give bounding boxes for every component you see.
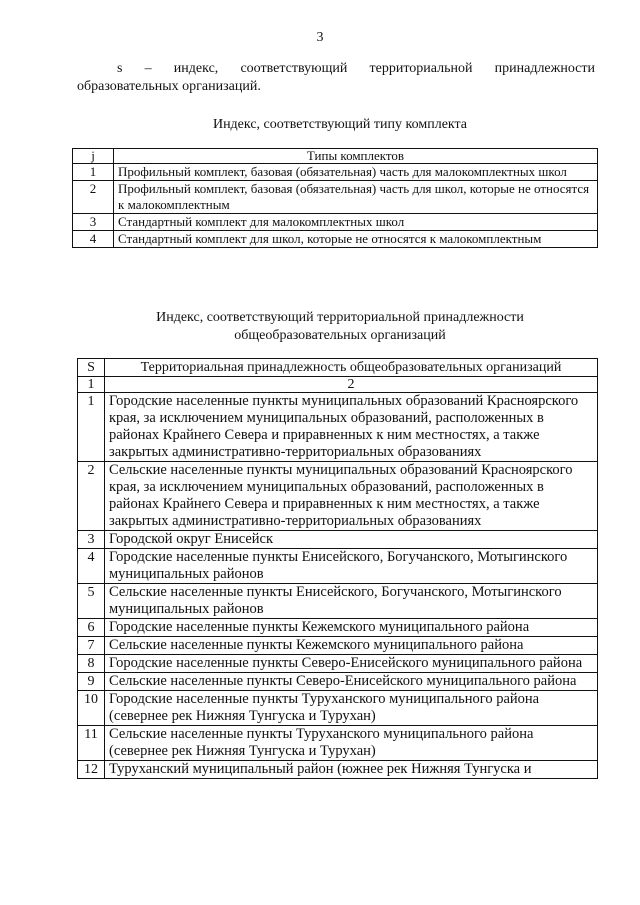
- row-index: 3: [78, 531, 105, 549]
- row-text: Сельские населенные пункты Кежемского муниципального района: [105, 637, 598, 655]
- table-header-row: [78, 359, 598, 377]
- column-header: j: [73, 149, 114, 164]
- intro-paragraph: [77, 60, 595, 96]
- row-text: Сельские населенные пункты Туруханского муниципального района (севернее рек Нижняя Тунгуска и Турухан): [105, 726, 598, 761]
- row-text: Городской округ Енисейск: [105, 531, 598, 549]
- row-text: Сельские населенные пункты Енисейского, Богучанского, Мотыгинского муниципальных районов: [105, 584, 598, 619]
- row-index: 6: [78, 619, 105, 637]
- table-s-caption: [60, 309, 620, 345]
- row-index: 8: [78, 655, 105, 673]
- row-text: Сельские населенные пункты муниципальных образований Красноярского края, за исключением муниципальных образований, расположенных в районах Крайнего Севера и приравненных к ним местностях, а также закрытых административно-территориальных образованиях: [105, 462, 598, 531]
- table-header-row: [73, 149, 598, 164]
- intro-line-2: образовательных организаций.: [77, 79, 261, 94]
- row-text: Туруханский муниципальный район (южнее рек Нижняя Тунгуска и: [105, 761, 598, 779]
- row-index: 5: [78, 584, 105, 619]
- row-index: 3: [73, 214, 114, 231]
- row-text: Городские населенные пункты Туруханского муниципального района (севернее рек Нижняя Тунгуска и Турухан): [105, 691, 598, 726]
- row-text: Стандартный комплект для школ, которые не относятся к малокомплектным: [114, 231, 598, 248]
- table-row: [73, 164, 598, 181]
- column-number: 1: [78, 377, 105, 393]
- column-header: Территориальная принадлежность общеобразовательных организаций: [105, 359, 598, 377]
- table-row: [73, 181, 598, 214]
- row-text: Городские населенные пункты Кежемского муниципального района: [105, 619, 598, 637]
- table-s-caption-line-2: общеобразовательных организаций: [234, 328, 446, 343]
- table-row: [78, 761, 598, 779]
- table-row: [78, 462, 598, 531]
- row-text: Городские населенные пункты Енисейского, Богучанского, Мотыгинского муниципальных районов: [105, 549, 598, 584]
- row-text: Стандартный комплект для малокомплектных школ: [114, 214, 598, 231]
- row-text: Городские населенные пункты муниципальных образований Красноярского края, за исключением муниципальных образований, расположенных в районах Крайнего Севера и приравненных к ним местностях, а также закрытых административно-территориальных образованиях: [105, 393, 598, 462]
- table-row: [78, 655, 598, 673]
- table-row: [78, 584, 598, 619]
- column-header: S: [78, 359, 105, 377]
- table-s: [77, 358, 598, 779]
- row-index: 1: [73, 164, 114, 181]
- row-index: 9: [78, 673, 105, 691]
- row-text: Профильный комплект, базовая (обязательная) часть для малокомплектных школ: [114, 164, 598, 181]
- column-number: 2: [105, 377, 598, 393]
- row-index: 7: [78, 637, 105, 655]
- table-s-caption-line-1: Индекс, соответствующий территориальной принадлежности: [156, 310, 524, 325]
- column-header: Типы комплектов: [114, 149, 598, 164]
- row-index: 10: [78, 691, 105, 726]
- table-row: [78, 637, 598, 655]
- row-index: 12: [78, 761, 105, 779]
- table-row: [78, 393, 598, 462]
- table-row: [78, 549, 598, 584]
- row-index: 1: [78, 393, 105, 462]
- row-text: Сельские населенные пункты Северо-Енисейского муниципального района: [105, 673, 598, 691]
- table-j-caption: Индекс, соответствующий типу комплекта: [212, 117, 468, 132]
- row-index: 2: [73, 181, 114, 214]
- row-text: Городские населенные пункты Северо-Енисейского муниципального района: [105, 655, 598, 673]
- row-index: 4: [78, 549, 105, 584]
- table-row: [78, 691, 598, 726]
- table-row: [73, 231, 598, 248]
- table-row: [78, 531, 598, 549]
- page-number: 3: [316, 30, 324, 45]
- row-index: 4: [73, 231, 114, 248]
- row-index: 11: [78, 726, 105, 761]
- intro-line-1: s – индекс, соответствующий территориальной принадлежности: [117, 61, 595, 76]
- row-text: Профильный комплект, базовая (обязательная) часть для школ, которые не относятся к малокомплектным: [114, 181, 598, 214]
- table-row: [78, 726, 598, 761]
- table-row: [78, 619, 598, 637]
- row-index: 2: [78, 462, 105, 531]
- table-row: [78, 673, 598, 691]
- column-numbering-row: [78, 377, 598, 393]
- table-row: [73, 214, 598, 231]
- table-j: [72, 148, 598, 248]
